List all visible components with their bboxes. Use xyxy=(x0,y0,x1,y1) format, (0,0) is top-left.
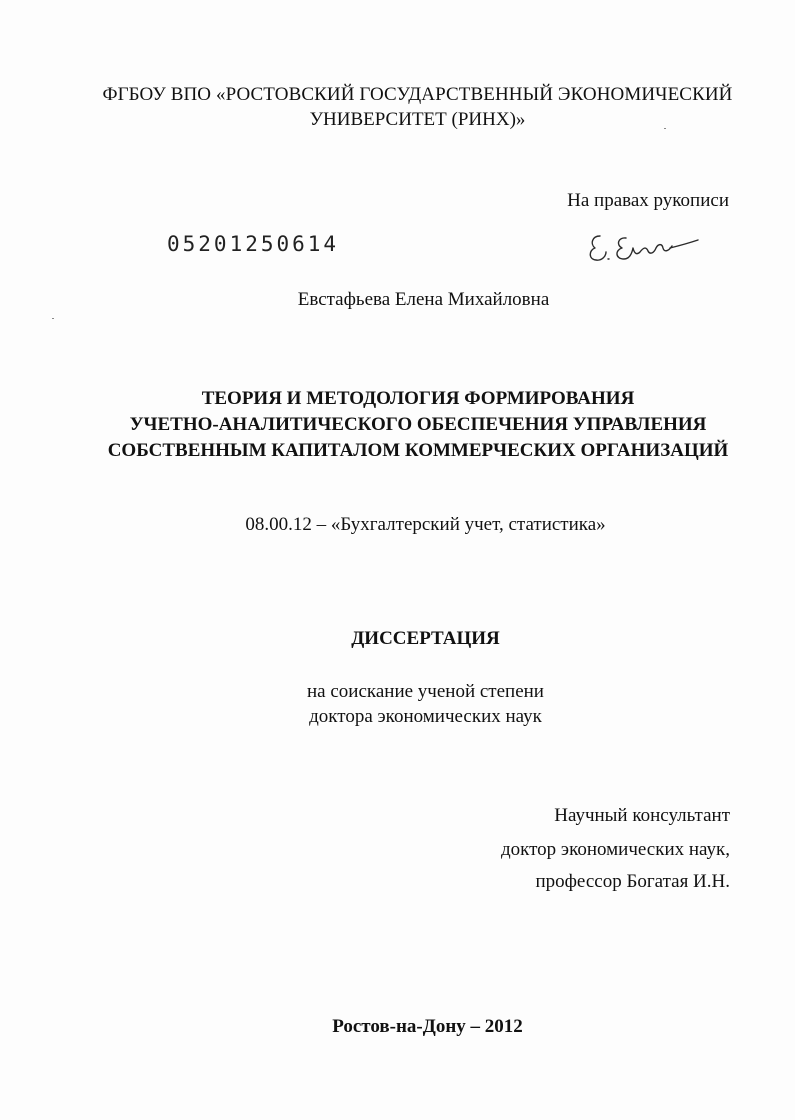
scan-speck xyxy=(52,318,54,319)
specialty-code: 08.00.12 – «Бухгалтерский учет, статистика» xyxy=(245,514,606,535)
organization-line-1: ФГБОУ ВПО «РОСТОВСКИЙ ГОСУДАРСТВЕННЫЙ ЭКОНОМИЧЕСКИЙ xyxy=(102,84,733,105)
advisor-name: профессор Богатая И.Н. xyxy=(535,871,730,892)
dissertation-title-line-3: СОБСТВЕННЫМ КАПИТАЛОМ КОММЕРЧЕСКИХ ОРГАНИЗАЦИЙ xyxy=(107,440,729,461)
organization-line-2: УНИВЕРСИТЕТ (РИНХ)» xyxy=(309,109,526,130)
degree-line-1: на соискание ученой степени xyxy=(307,681,544,702)
city-year: Ростов-на-Дону – 2012 xyxy=(332,1016,523,1037)
signature-stroke-initial xyxy=(590,236,606,260)
degree-line-2: доктора экономических наук xyxy=(309,706,542,727)
manuscript-note: На правах рукописи xyxy=(567,190,729,211)
advisor-role: Научный консультант xyxy=(554,805,730,826)
dissertation-title-line-2: УЧЕТНО-АНАЛИТИЧЕСКОГО ОБЕСПЕЧЕНИЯ УПРАВЛЕНИЯ xyxy=(129,414,707,435)
dissertation-title-line-1: ТЕОРИЯ И МЕТОДОЛОГИЯ ФОРМИРОВАНИЯ xyxy=(201,388,635,409)
author-name: Евстафьева Елена Михайловна xyxy=(297,289,550,310)
signature-stroke-name xyxy=(617,238,672,259)
scan-speck xyxy=(664,128,666,129)
document-type: ДИССЕРТАЦИЯ xyxy=(351,628,500,649)
library-code: 05201250614 xyxy=(167,232,340,256)
advisor-degree: доктор экономических наук, xyxy=(500,839,730,860)
author-signature xyxy=(586,222,706,272)
signature-stroke-tail xyxy=(670,240,698,248)
